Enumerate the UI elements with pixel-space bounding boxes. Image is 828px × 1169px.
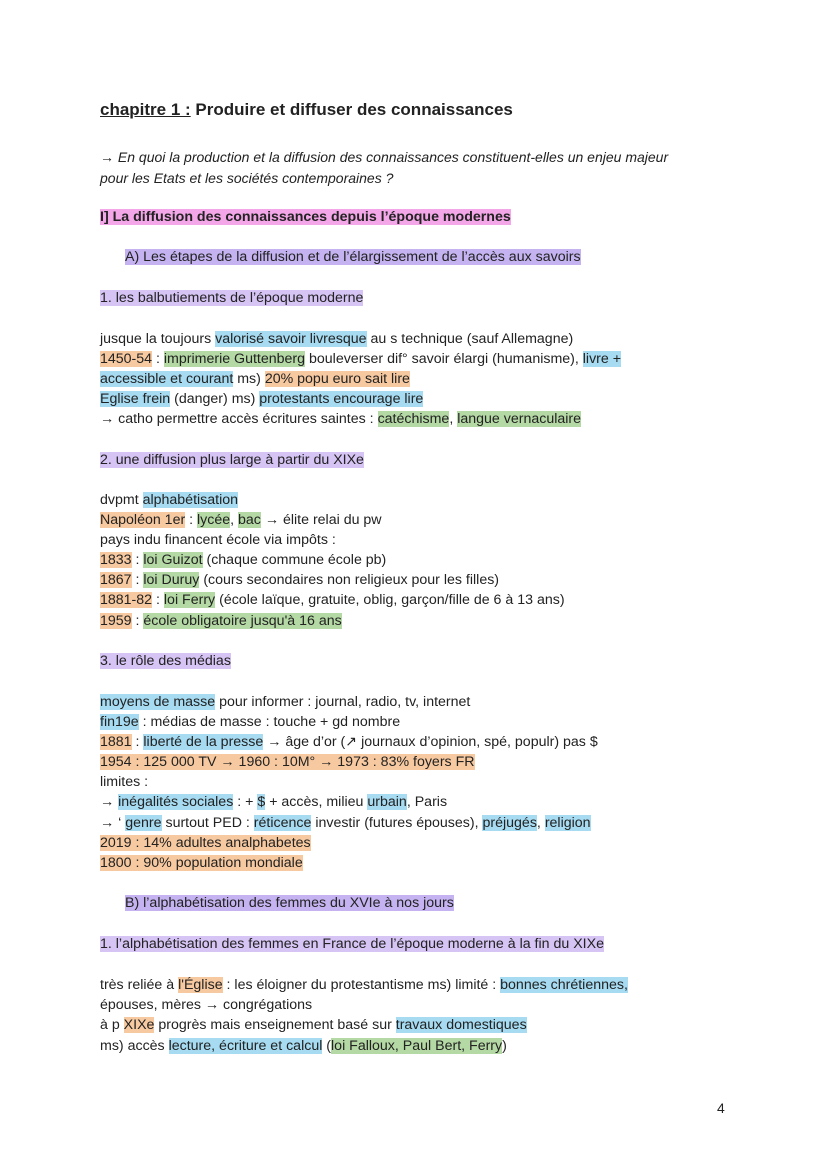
heading-balbutiements [100,288,363,308]
subsection-b [125,893,454,913]
text-line [100,550,386,570]
text-segment: investir (futures épouses), [311,815,483,831]
text-segment: Napoléon 1er [100,512,186,528]
text-segment: valorisé savoir livresque [215,331,367,347]
text-segment: ) [502,1038,507,1054]
text-segment: 1881 [100,734,132,750]
text-segment: Produire et diffuser des connaissances [190,100,513,119]
text-segment: liberté de la presse [143,734,264,750]
text-segment: : [152,351,164,367]
text-segment: moyens de masse [100,694,216,710]
text-segment: , [449,411,458,427]
text-segment: 1833 [100,552,132,568]
text-segment: : [131,734,144,750]
text-line [100,329,573,349]
text-segment: langue vernaculaire [457,411,582,427]
text-segment: A) Les étapes de la diffusion et de l’élargissement de l’accès aux savoirs [125,249,581,265]
text-segment: Eglise frein [100,391,171,407]
question-line-2: pour les Etats et les sociétés contemporaines ? [100,170,394,186]
text-segment: lecture, écriture et calcul [168,1038,323,1054]
text-line: pays indu financent école via impôts : [100,532,336,548]
text-segment: progrès mais enseignement basé sur [154,1017,396,1033]
text-segment: à p [100,1017,124,1033]
text-segment: ( [322,1038,332,1054]
text-segment: imprimerie Guttenberg [163,351,306,367]
text-line [100,611,342,631]
text-segment: , Paris [406,794,448,810]
text-segment: : [131,572,144,588]
text-line [100,1036,507,1056]
text-segment: : [131,613,144,629]
text-segment: chapitre 1 : [100,100,191,119]
text-segment: I] La diffusion des connaissances depuis l’époque modernes [100,209,511,225]
text-segment: 2019 : 14% adultes analphabetes [100,835,311,851]
text-line [100,510,382,530]
text-segment: surtout PED : [161,815,254,831]
text-segment: bouleverser dif° savoir élargi (humanisme), [305,351,583,367]
text-line [100,833,311,853]
text-segment: lycée [197,512,231,528]
text-line [100,752,475,772]
text-segment: : les éloigner du protestantisme ms) limité : [222,977,501,993]
heading-femmes [100,934,604,954]
page-number: 4 [717,1100,725,1116]
heading-diffusion [100,450,364,470]
text-segment: ms) [233,371,265,387]
text-segment: 1. l’alphabétisation des femmes en France de l’époque moderne à la fin du XIXe [100,936,604,952]
text-line [100,369,410,389]
text-segment: fin19e [100,714,139,730]
text-segment: (chaque commune école pb) [202,552,387,568]
text-line [100,712,400,732]
text-segment: + accès, milieu [265,794,368,810]
text-segment: 3. le rôle des médias [100,653,231,669]
text-segment: 1800 : 90% population mondiale [100,855,303,871]
text-segment: très reliée à [100,977,179,993]
text-segment: : + [233,794,258,810]
text-segment: B) l’alphabétisation des femmes du XVIe à nos jours [125,895,454,911]
text-segment: : médias de masse : touche + gd nombre [138,714,401,730]
text-segment: 20% popu euro sait lire [264,371,410,387]
text-segment: 1954 : 125 000 TV → 1960 : 10M° → 1973 : 83% foyers FR [100,754,475,770]
text-line [100,570,499,590]
text-line [100,490,238,510]
text-segment: , [230,512,239,528]
text-segment: au s technique (sauf Allemagne) [366,331,574,347]
text-segment: 1881-82 [100,592,153,608]
text-segment: réticence [253,815,312,831]
text-line [100,792,447,812]
text-segment: : [131,552,144,568]
text-segment: 1450-54 [100,351,153,367]
text-line [100,409,581,429]
text-segment: l'Église [178,977,223,993]
text-line [100,813,591,833]
text-segment: 1959 [100,613,132,629]
text-segment: protestants encourage lire [259,391,424,407]
text-segment: 1867 [100,572,132,588]
text-segment: livre + [582,351,622,367]
text-segment: catéchisme [377,411,450,427]
text-segment: ms) accès [100,1038,169,1054]
text-segment: → ‘ [100,815,126,831]
text-segment: loi Ferry [163,592,216,608]
text-segment: bonnes chrétiennes, [500,977,628,993]
text-line [100,590,565,610]
text-segment: pour informer : journal, radio, tv, internet [215,694,471,710]
text-segment: accessible et courant [100,371,234,387]
text-line [100,1015,527,1035]
text-line [100,975,628,995]
question-line-1: → En quoi la production et la diffusion des connaissances constituent-elles un enjeu majeur [100,149,669,165]
text-segment: urbain [367,794,407,810]
text-segment: genre [125,815,162,831]
text-segment: 1. les balbutiements de l’époque moderne [100,290,364,306]
text-line [100,732,598,752]
text-segment: (école laïque, gratuite, oblig, garçon/fille de 6 à 13 ans) [215,592,565,608]
text-segment: → catho permettre accès écritures saintes : [100,411,378,427]
text-segment: 2. une diffusion plus large à partir du XIXe [100,452,364,468]
text-segment: préjugés [482,815,537,831]
text-segment: loi Falloux, Paul Bert, Ferry [331,1038,503,1054]
text-line: limites : [100,774,149,790]
text-segment: loi Duruy [143,572,200,588]
text-segment: → élite relai du pw [260,512,382,528]
text-segment: : [185,512,198,528]
text-segment: XIXe [123,1017,155,1033]
text-line [100,349,621,369]
text-segment: (cours secondaires non religieux pour les filles) [199,572,500,588]
text-line [100,853,303,873]
text-segment: bac [238,512,261,528]
subsection-a [125,247,581,267]
text-segment: , [536,815,545,831]
text-segment: → [100,794,119,810]
text-line [100,389,423,409]
text-segment: religion [544,815,591,831]
text-segment: loi Guizot [143,552,203,568]
text-segment: (danger) ms) [170,391,260,407]
text-segment: : [152,592,164,608]
text-segment: école obligatoire jusqu'à 16 ans [143,613,342,629]
text-segment: → âge d’or (↗ journaux d’opinion, spé, populr) pas $ [263,734,598,750]
text-line [100,692,470,712]
text-segment: $ [257,794,266,810]
text-segment: alphabétisation [142,492,239,508]
section-heading-1 [100,207,511,227]
text-segment: inégalités sociales [118,794,234,810]
page-title [100,100,513,120]
heading-medias [100,651,231,671]
text-line: épouses, mères → congrégations [100,997,313,1013]
text-segment: jusque la toujours [100,331,216,347]
text-segment: dvpmt [100,492,143,508]
text-segment: travaux domestiques [395,1017,527,1033]
